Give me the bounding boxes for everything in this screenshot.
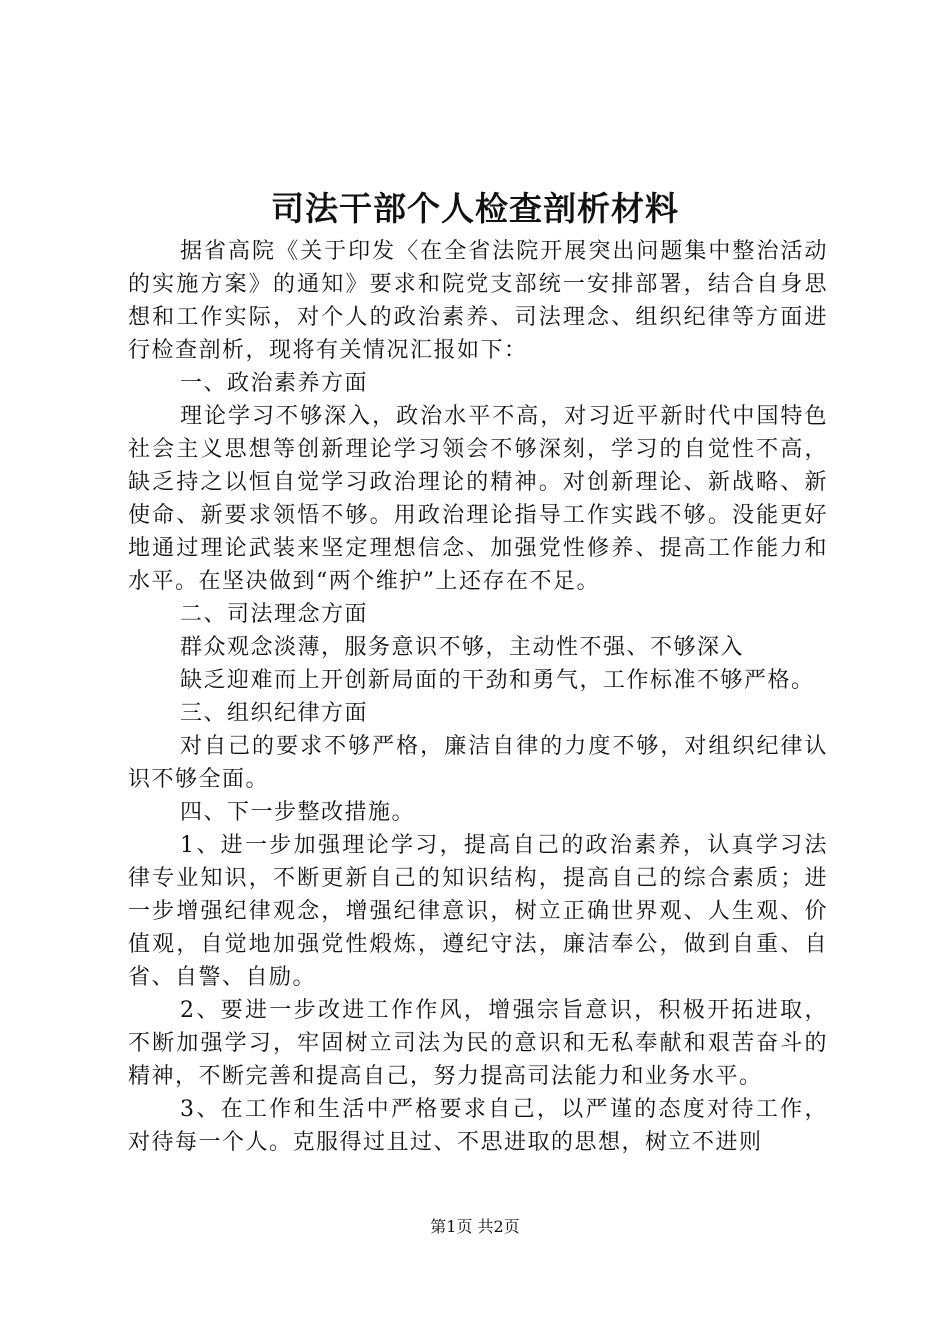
section-heading-measures: 四、下一步整改措施。 bbox=[180, 800, 416, 825]
judicial-paragraph-1: 群众观念淡薄，服务意识不够，主动性不强、不够深入 bbox=[180, 635, 745, 660]
section-heading-political: 一、政治素养方面 bbox=[180, 371, 369, 396]
discipline-paragraph: 对自己的要求不够严格，廉洁自律的力度不够，对组织纪律认识不够全面。 bbox=[128, 734, 828, 792]
political-paragraph: 理论学习不够深入，政治水平不高，对习近平新时代中国特色社会主义思想等创新理论学习领会不够深刻，学习的自觉性不高，缺乏持之以恒自觉学习政治理论的精神。对创新理论、新战略、新使命、新要求领悟不够。用政治理论指导工作实践不够。没能更好地通过理论武装来坚定理想信念、加强党性修养、提高工作能力和水平。在坚决做到“两个维护”上还存在不足。 bbox=[128, 404, 828, 594]
section-heading-judicial: 二、司法理念方面 bbox=[180, 602, 369, 627]
measure-paragraph-1: 1、进一步加强理论学习，提高自己的政治素养，认真学习法律专业知识，不断更新自己的知识结构，提高自己的综合素质；进一步增强纪律观念，增强纪律意识，树立正确世界观、人生观、价值观，自觉地加强党性煅炼，遵纪守法，廉洁奉公，做到自重、自省、自警、自励。 bbox=[128, 833, 828, 990]
section-heading-discipline: 三、组织纪律方面 bbox=[180, 701, 369, 726]
document-body bbox=[128, 235, 828, 1159]
page-footer: 第1页 共2页 bbox=[430, 1217, 520, 1236]
measure-paragraph-2: 2、要进一步改进工作作风，增强宗旨意识，积极开拓进取，不断加强学习，牢固树立司法为民的意识和无私奉献和艰苦奋斗的精神，不断完善和提高自己，努力提高司法能力和业务水平。 bbox=[128, 998, 828, 1089]
document-title: 司法干部个人检查剖析材料 bbox=[271, 189, 679, 228]
measure-paragraph-3: 3、在工作和生活中严格要求自己，以严谨的态度对待工作，对待每一个人。克服得过且过、不思进取的思想，树立不进则 bbox=[128, 1097, 828, 1155]
intro-paragraph: 据省高院《关于印发〈在全省法院开展突出问题集中整治活动的实施方案》的通知》要求和院党支部统一安排部署，结合自身思想和工作实际，对个人的政治素养、司法理念、组织纪律等方面进行检查剖析，现将有关情况汇报如下： bbox=[128, 239, 828, 363]
judicial-paragraph-2: 缺乏迎难而上开创新局面的干劲和勇气，工作标准不够严格。 bbox=[180, 668, 815, 693]
